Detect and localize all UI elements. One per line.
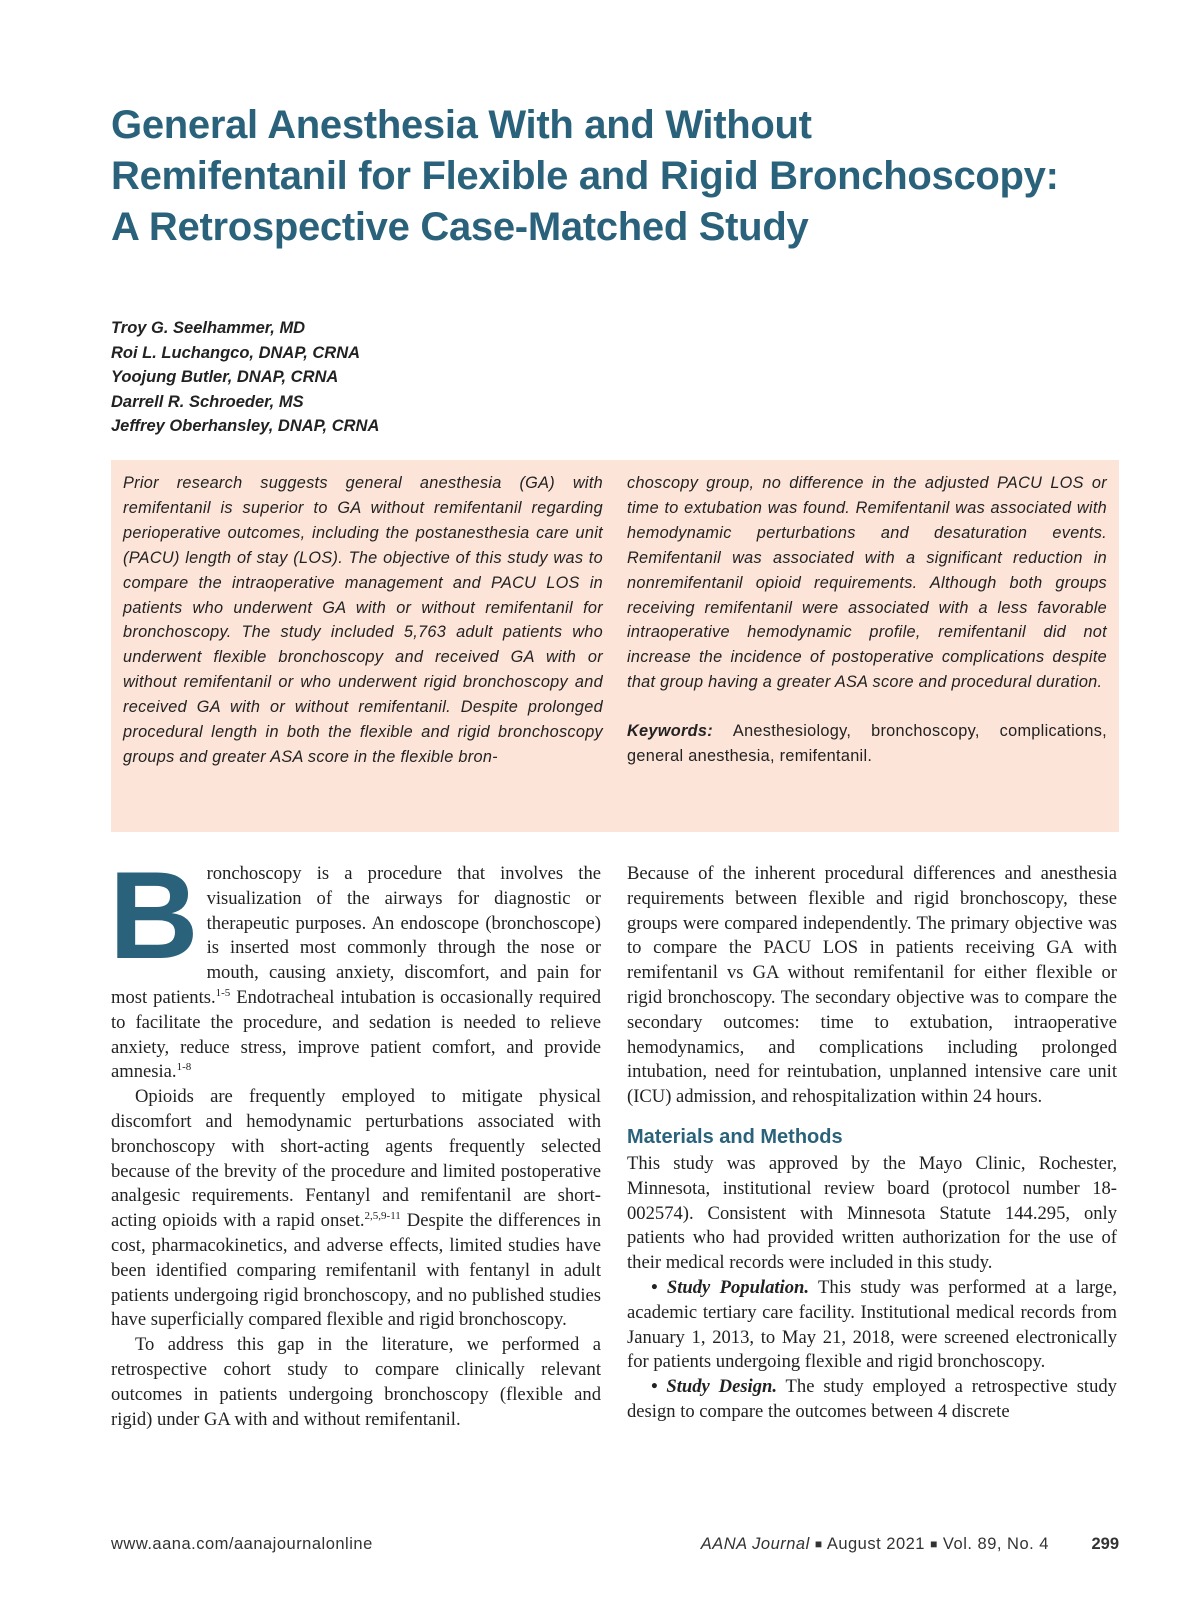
author: Yoojung Butler, DNAP, CRNA <box>111 368 339 386</box>
paragraph <box>627 1276 1117 1375</box>
paragraph <box>627 1375 1117 1425</box>
separator-icon: ■ <box>930 1537 938 1551</box>
paragraph-text: This study was performed at a large, academic tertiary care facility. Institutional medical records from January 1, 2013, to May 21, 2018, were screened electronically for patients undergoing flexible and rigid bronchoscopy. <box>627 1276 1117 1373</box>
abstract-box <box>111 460 1119 832</box>
volume-issue: Vol. 89, No. 4 <box>942 1535 1049 1553</box>
body-right-column <box>627 862 1117 1425</box>
author-list <box>111 316 379 439</box>
subsection-label: • Study Design. <box>651 1376 778 1398</box>
journal-name: AANA Journal <box>700 1535 810 1553</box>
abstract-text-continued: choscopy group, no difference in the adjusted PACU LOS or time to extubation was found. Remifentanil was associated with hemodynamic perturbations and desaturation events. Remifentanil was associated with a significant reduction in nonremifentanil opioid requirements. Although both groups receiving remifentanil were associated with a less favorable intraoperative hemodynamic profile, remifentanil did not increase the incidence of postoperative complications despite that group having a greater ASA score and procedural duration. <box>627 474 1107 692</box>
subsection-label: • Study Population. <box>651 1276 809 1298</box>
author: Darrell R. Schroeder, MS <box>111 392 304 411</box>
body-left-column <box>109 847 601 1432</box>
article-title <box>111 100 1121 253</box>
section-heading: Materials and Methods <box>627 1125 843 1148</box>
footer-citation <box>701 1535 1049 1554</box>
reference-sup: 1-5 <box>215 986 231 999</box>
drop-cap: B <box>109 847 199 985</box>
paragraph-text: Endotracheal intubation is occasionally required to facilitate the procedure, and sedation is needed to relieve anxiety, reduce stress, improve patient comfort, and provide amnesia. <box>111 986 601 1083</box>
reference-sup: 1-8 <box>176 1061 192 1074</box>
separator-icon: ■ <box>814 1537 823 1551</box>
paragraph-text: The study employed a retrospective study design to compare the outcomes between 4 discrete <box>627 1376 1117 1422</box>
author: Jeffrey Oberhansley, DNAP, CRNA <box>111 417 380 435</box>
keywords <box>627 719 1107 769</box>
paragraph-text: Opioids are frequently employed to mitigate physical discomfort and hemodynamic perturbations associated with bronchoscopy with short-acting agents frequently selected because of the brevity of the procedure and limited postoperative analgesic requirements. Fentanyl and remifentanil are short-acting opioids with a rapid onset. <box>111 1086 601 1232</box>
issue-date: August 2021 <box>826 1535 925 1553</box>
author: Troy G. Seelhammer, MD <box>111 319 306 337</box>
paragraph-text: ronchoscopy is a procedure that involves the visualization of the airways for diagnostic or therapeutic purposes. An endoscope (bronchoscope) is inserted most commonly through the nose or mouth, causing anxiety, discomfort, and pain for most patients. <box>111 863 601 1008</box>
keywords-text: Anesthesiology, bronchoscopy, complications, general anesthesia, remifentanil. <box>627 722 1108 766</box>
title-line-2: Remifentanil for Flexible and Rigid Bronchoscopy: <box>111 154 1059 198</box>
paragraph: This study was approved by the Mayo Clinic, Rochester, Minnesota, institutional review board (protocol number 18-002574). Consistent with Minnesota Statute 144.295, only patients who had provided written authorization for the use of their medical records were included in this study. <box>627 1152 1117 1274</box>
paragraph: To address this gap in the literature, we performed a retrospective cohort study to compare clinically relevant outcomes in patients undergoing bronchoscopy (flexible and rigid) under GA with and without remifentanil. <box>111 1334 601 1430</box>
author: Roi L. Luchangco, DNAP, CRNA <box>111 343 361 362</box>
paragraph: Because of the inherent procedural differences and anesthesia requirements between flexible and rigid bronchoscopy, these groups were compared independently. The primary objective was to compare the PACU LOS in patients receiving GA with remifentanil vs GA without remifentanil for either flexible or rigid bronchoscopy. The secondary objective was to compare the secondary outcomes: time to extubation, intraoperative hemodynamics, and complications including prolonged intubation, need for reintubation, unplanned intensive care unit (ICU) admission, and rehospitalization within 24 hours. <box>627 863 1117 1108</box>
page-number: 299 <box>1091 1535 1119 1553</box>
abstract-right-column <box>627 471 1107 769</box>
title-line-3: A Retrospective Case-Matched Study <box>111 205 809 249</box>
paragraph <box>109 847 601 1085</box>
title-line-1: General Anesthesia With and Without <box>111 103 812 147</box>
paragraph <box>111 1085 601 1333</box>
reference-sup: 2,5,9-11 <box>364 1209 401 1222</box>
footer-url[interactable]: www.aana.com/aanajournalonline <box>111 1535 373 1553</box>
keywords-label: Keywords: <box>627 722 713 741</box>
paragraph-text: Despite the differences in cost, pharmacokinetics, and adverse effects, limited studies have been identified comparing remifentanil with fentanyl in adult patients undergoing rigid bronchoscopy, and no published studies have superficially compared flexible and rigid bronchoscopy. <box>111 1210 601 1331</box>
abstract-left-column: Prior research suggests general anesthesia (GA) with remifentanil is superior to GA without remifentanil regarding perioperative outcomes, including the postanesthesia care unit (PACU) length of stay (LOS). The objective of this study was to compare the intraoperative management and PACU LOS in patients who underwent GA with or without remifentanil for bronchoscopy. The study included 5,763 adult patients who underwent flexible bronchoscopy and received GA with or without remifentanil or who underwent rigid bronchoscopy and received GA with or without remifentanil. Despite prolonged procedural length in both the flexible and rigid bronchoscopy groups and greater ASA score in the flexible bron- <box>123 474 603 766</box>
